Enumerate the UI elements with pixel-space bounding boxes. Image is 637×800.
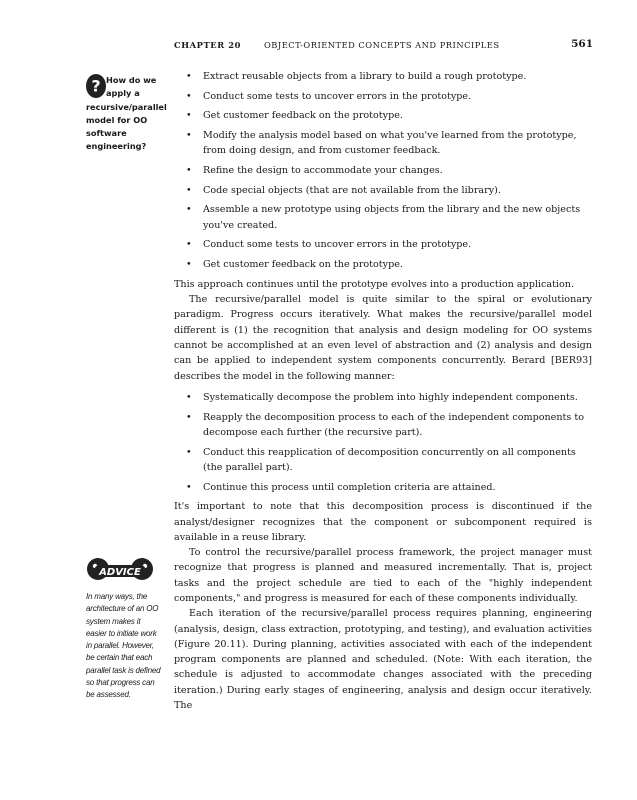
running-header [0, 40, 637, 56]
advice-icon [86, 556, 154, 586]
paragraph: Each iteration of the recursive/parallel process requires planning, engineering (analysis, design, class extraction, prototyping, and testing), and evaluation activities (Figure 20.11). During planning, activities associated with each of the independent program components are planned and scheduled. (Note: With each iteration, the schedule is adjusted to accommodate changes associated with the preceding iteration.) During early stages of engineering, analysis and design occur iteratively. The [174, 608, 592, 712]
decomposition-list [174, 390, 592, 495]
list-item: • Get customer feedback on the prototype. [174, 108, 592, 123]
list-item: • Assemble a new prototype using objects from the library and the new objects you've created. [174, 202, 592, 233]
list-item: • Extract reusable objects from a library to build a rough prototype. [174, 69, 592, 84]
question-text: How do we apply a recursive/parallel model for OO software engineering? [86, 75, 167, 152]
list-item: • Conduct this reapplication of decomposition concurrently on all components (the parallel part). [174, 445, 592, 476]
page-number: 561 [571, 38, 593, 50]
chapter-label: CHAPTER 20 [174, 40, 241, 50]
list-item: • Continue this process until completion criteria are attained. [174, 480, 592, 495]
paragraph: To control the recursive/parallel process framework, the project manager must recognize that progress is planned and measured incrementally. That is, project tasks and the project schedule are tied to each of the "highly independent components," and progress is measured for each of these components individually. [174, 547, 592, 604]
list-item: • Conduct some tests to uncover errors in the prototype. [174, 89, 592, 104]
svg-text:?: ? [91, 76, 101, 96]
advice-label: ADVICE [99, 567, 141, 578]
paragraph: This approach continues until the prototype evolves into a production application. [174, 278, 574, 290]
main-text-column [174, 69, 592, 713]
list-item: • Code special objects (that are not available from the library). [174, 183, 592, 198]
list-item: • Conduct some tests to uncover errors in the prototype. [174, 237, 592, 252]
margin-question [86, 74, 167, 154]
paragraph: The recursive/parallel model is quite similar to the spiral or evolutionary paradigm. Progress occurs iteratively. What makes the recursive/parallel model different is (1) the recognition that analysis and design modeling for OO systems cannot be accomplished at an even level of abstraction and (2) analysis and design can be applied to independent system components concurrently. Berard [BER93] describes the model in the following manner: [174, 294, 592, 382]
question-mark-icon [86, 74, 106, 98]
list-item: • Reapply the decomposition process to each of the independent components to decompose each further (the recursive part). [174, 410, 592, 441]
list-item: • Refine the design to accommodate your changes. [174, 163, 592, 178]
advice-text: In many ways, the architecture of an OO system makes it easier to initiate work in parallel. However, be certain that each parallel task is defined so that progress can be assessed. [86, 592, 161, 700]
chapter-title: OBJECT-ORIENTED CONCEPTS AND PRINCIPLES [264, 40, 500, 50]
prototype-steps-list [174, 69, 592, 272]
list-item: • Systematically decompose the problem into highly independent components. [174, 390, 592, 405]
list-item: • Get customer feedback on the prototype. [174, 257, 592, 272]
list-item: • Modify the analysis model based on what you've learned from the prototype, from doing design, and from customer feedback. [174, 128, 592, 159]
paragraph: It's important to note that this decomposition process is discontinued if the analyst/designer recognizes that the component or subcomponent required is available in a reuse library. [174, 501, 592, 543]
